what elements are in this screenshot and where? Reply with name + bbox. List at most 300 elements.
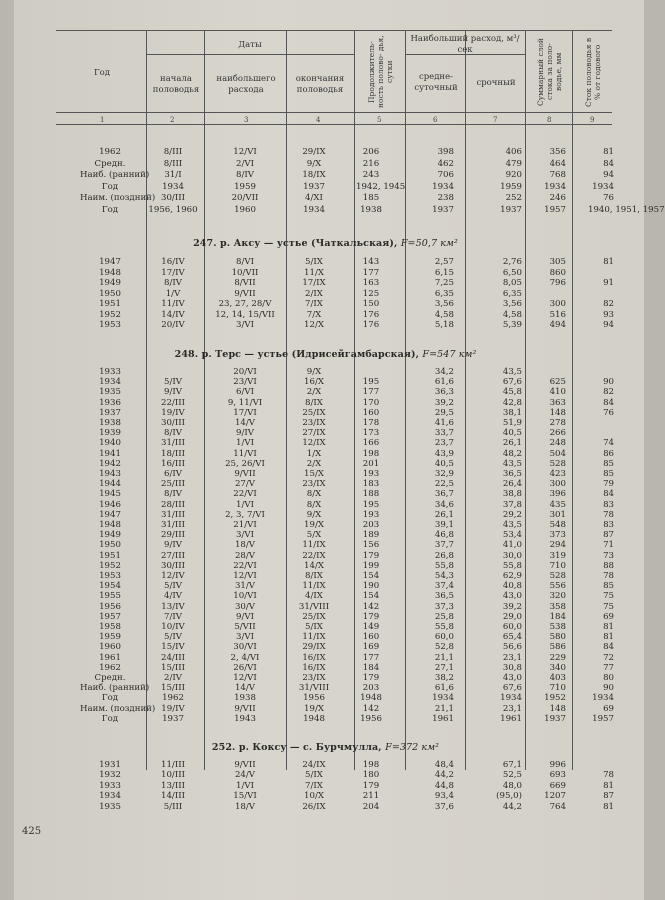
column-number: 1 <box>100 116 105 124</box>
table-cell: 36,5 <box>502 469 522 479</box>
table-cell: 54,3 <box>434 571 454 581</box>
table-cell: 60,0 <box>502 622 522 632</box>
table-cell: Год <box>101 181 119 192</box>
table-cell: 294 <box>549 540 566 551</box>
table-cell: 28/III <box>160 499 185 510</box>
basin-area: F=50,7 км² <box>400 238 458 249</box>
table-cell: 1948 <box>360 693 382 704</box>
table-cell: 1961 <box>500 713 522 724</box>
table-cell: 396 <box>549 489 566 500</box>
table-cell: 216 <box>362 158 380 169</box>
table-row <box>0 170 651 180</box>
table-cell: 920 <box>505 170 522 180</box>
table-cell: 76 <box>603 407 614 418</box>
table-cell: 1959 <box>500 181 522 192</box>
table-cell: 8/X <box>306 499 322 510</box>
table-cell: 55,8 <box>434 560 454 571</box>
table-cell: 179 <box>362 780 380 791</box>
table-cell: 5,39 <box>502 320 522 330</box>
table-cell: 1/VI <box>236 438 254 449</box>
table-cell: 305 <box>549 257 566 267</box>
column-number: 9 <box>590 116 595 124</box>
table-row <box>0 802 651 812</box>
table-cell: 9/VII <box>234 760 256 770</box>
table-cell: 25, 26/VI <box>225 458 265 469</box>
table-cell: 79 <box>603 479 614 490</box>
table-cell: 12, 14, 15/VII <box>215 309 275 320</box>
table-cell: 74 <box>603 438 614 449</box>
table-cell: 44,2 <box>434 770 454 781</box>
top-rule <box>56 30 612 31</box>
table-row <box>0 602 651 612</box>
table-row <box>0 770 651 780</box>
table-cell: 16/IX <box>302 662 326 673</box>
table-cell: 40,5 <box>434 458 454 469</box>
table-cell: 1207 <box>544 791 566 802</box>
table-cell: 5/IV <box>164 581 182 592</box>
table-row <box>0 428 651 438</box>
table-row <box>0 479 651 489</box>
header-layer: Суммарный слой стока за поло- водье, мм <box>535 38 563 106</box>
table-cell: 30/III <box>160 193 185 203</box>
table-cell: 43,5 <box>502 458 522 469</box>
table-cell: 81 <box>603 780 614 791</box>
header-share: Сток половодья в % от годового <box>584 37 602 107</box>
table-row <box>0 489 651 499</box>
table-cell: 18/V <box>234 801 256 812</box>
table-cell: 201 <box>362 458 380 469</box>
table-cell: 1947 <box>99 509 121 520</box>
table-cell: 1/X <box>306 448 322 459</box>
table-cell: 142 <box>362 601 380 612</box>
table-cell: 1933 <box>99 780 121 791</box>
table-row <box>0 289 651 299</box>
table-cell: 1954 <box>99 581 121 592</box>
table-cell: 1948 <box>99 267 121 278</box>
table-cell: 43,5 <box>502 367 522 377</box>
table-cell: 356 <box>549 147 566 157</box>
table-cell: 22/III <box>160 397 185 408</box>
column-number: 7 <box>493 116 498 124</box>
table-cell: 179 <box>362 611 380 622</box>
table-cell: Средн. <box>94 673 126 683</box>
table-cell: 2, 4/VI <box>230 652 260 663</box>
table-cell: 36,7 <box>434 489 454 500</box>
table-cell: 85 <box>603 581 614 592</box>
table-row <box>0 581 651 591</box>
table-cell: 1935 <box>99 387 121 398</box>
table-cell: 11/VI <box>233 448 257 459</box>
table-row <box>0 653 651 663</box>
table-cell: 29,0 <box>502 611 522 622</box>
table-cell: 1953 <box>99 320 121 330</box>
table-cell: 6/VI <box>236 387 254 398</box>
table-cell: 22/IX <box>302 550 326 561</box>
table-cell: 15/X <box>304 469 324 479</box>
table-cell: 1938 <box>360 204 382 215</box>
table-cell: 516 <box>549 309 566 320</box>
table-cell: 1952 <box>99 560 121 571</box>
table-cell: 9/VII <box>234 469 256 479</box>
table-cell: 37,8 <box>502 499 522 510</box>
table-cell: 184 <box>362 662 380 673</box>
table-cell: 1951 <box>99 550 121 561</box>
table-cell: 29/IX <box>302 147 326 157</box>
table-cell: Год <box>101 713 119 724</box>
table-cell: 548 <box>549 520 566 530</box>
table-cell: 14/V <box>234 683 256 694</box>
table-cell: 464 <box>549 158 566 169</box>
table-cell: 94 <box>603 170 614 180</box>
table-cell: 1957 <box>99 611 121 622</box>
table-cell: 71 <box>603 540 614 551</box>
table-cell: 9/X <box>306 509 322 520</box>
table-cell: 76 <box>603 193 614 203</box>
table-cell: 1956 <box>360 713 382 724</box>
table-cell: 5/III <box>163 801 183 812</box>
table-cell: 22/VI <box>233 489 257 500</box>
table-cell: 3/VI <box>236 530 254 541</box>
table-cell: 538 <box>549 622 566 632</box>
table-cell: 183 <box>362 479 380 490</box>
table-cell: 41,0 <box>502 540 522 551</box>
table-cell: 24/IX <box>302 760 326 770</box>
table-cell: 81 <box>603 632 614 643</box>
table-cell: 1942, 1945 <box>356 181 406 192</box>
table-cell: 23,1 <box>502 703 522 714</box>
table-cell: 180 <box>362 770 380 781</box>
table-cell: 23, 27, 28/V <box>218 299 272 309</box>
table-cell: 26,1 <box>434 509 454 520</box>
table-cell: 996 <box>549 760 566 770</box>
table-row <box>0 320 651 330</box>
table-cell: 17/IV <box>161 267 185 278</box>
table-cell: 8/III <box>163 147 183 157</box>
table-cell: 3,56 <box>434 299 454 309</box>
table-cell: 3/VI <box>236 632 254 643</box>
table-cell: 169 <box>362 642 380 653</box>
table-cell: 860 <box>549 267 566 278</box>
table-cell: 710 <box>549 560 566 571</box>
table-cell: 31/V <box>234 581 256 592</box>
table-row <box>0 310 651 320</box>
table-cell: 1952 <box>544 693 566 704</box>
table-cell: 67,6 <box>502 377 522 388</box>
table-cell: 29/IX <box>302 642 326 653</box>
table-cell: 1953 <box>99 571 121 581</box>
table-cell: 1962 <box>99 662 121 673</box>
table-cell: 125 <box>362 288 380 299</box>
table-cell: 43,0 <box>502 591 522 602</box>
table-cell: 179 <box>362 550 380 561</box>
table-cell: 42,8 <box>502 397 522 408</box>
section-title <box>0 238 651 249</box>
table-cell: 4/XI <box>305 193 323 203</box>
table-cell: 1958 <box>99 622 121 632</box>
table-cell: 1939 <box>99 428 121 439</box>
table-cell: Наим. (поздний) <box>80 193 156 203</box>
table-cell: 178 <box>362 418 380 428</box>
basin-area: F=372 км² <box>385 742 440 753</box>
table-cell: 363 <box>549 397 566 408</box>
table-cell: 31/VIII <box>298 601 330 612</box>
table-cell: 12/VI <box>233 571 257 581</box>
table-cell: 198 <box>362 760 380 770</box>
table-cell: 156 <box>362 540 380 551</box>
table-cell: 8/VI <box>236 257 254 267</box>
table-cell: 248 <box>549 438 566 449</box>
table-cell: 84 <box>603 489 614 500</box>
table-cell: 8/VII <box>234 278 256 288</box>
table-cell: 462 <box>437 158 454 169</box>
table-cell: 88 <box>603 560 614 571</box>
table-cell: 2/X <box>306 458 322 469</box>
table-cell: 8/III <box>163 158 183 169</box>
table-cell: 203 <box>362 683 380 694</box>
table-cell: 11/X <box>304 267 324 278</box>
table-cell: 190 <box>362 581 380 592</box>
table-cell: 16/IX <box>302 652 326 663</box>
table-cell: 20/IV <box>161 320 185 330</box>
table-row <box>0 459 651 469</box>
table-cell: 81 <box>603 801 614 812</box>
table-cell: 5/IX <box>305 622 323 632</box>
table-cell: 82 <box>603 387 614 398</box>
table-cell: 163 <box>362 278 380 288</box>
table-row <box>0 438 651 448</box>
table-row <box>0 408 651 418</box>
table-cell: 160 <box>362 632 380 643</box>
table-cell: 1949 <box>99 530 121 541</box>
table-cell: 81 <box>603 147 614 157</box>
basin-area: F=547 км² <box>422 349 477 360</box>
table-row <box>0 278 651 288</box>
table-cell: 48,4 <box>434 760 454 770</box>
table-cell: 36,3 <box>434 387 454 398</box>
table-cell: 31/III <box>160 509 185 520</box>
table-cell: 1937 <box>99 407 121 418</box>
table-cell: 143 <box>362 257 380 267</box>
table-cell: 12/VI <box>233 147 257 157</box>
table-cell: 36,5 <box>434 591 454 602</box>
table-row <box>0 398 651 408</box>
table-cell: 278 <box>549 418 566 428</box>
table-cell: 15/IV <box>161 642 185 653</box>
table-cell: 69 <box>603 611 614 622</box>
table-cell: 528 <box>549 458 566 469</box>
table-row <box>0 204 665 215</box>
table-cell: 1937 <box>500 204 522 215</box>
table-row <box>0 418 651 428</box>
table-cell: 586 <box>549 642 566 653</box>
table-cell: 195 <box>362 377 380 388</box>
table-cell: 19/IV <box>161 703 185 714</box>
table-cell: 177 <box>362 267 380 278</box>
table-cell: 1934 <box>500 693 522 704</box>
table-cell: 1945 <box>99 489 121 500</box>
table-cell: 20/VII <box>231 193 259 203</box>
table-cell: 31/III <box>160 520 185 530</box>
table-row <box>0 387 651 397</box>
table-cell: 4,58 <box>434 309 454 320</box>
table-cell: 1934 <box>432 181 454 192</box>
table-cell: 188 <box>362 489 380 500</box>
table-cell: 1957 <box>544 204 566 215</box>
table-cell: 83 <box>603 499 614 510</box>
table-cell: 206 <box>362 147 380 157</box>
table-cell: 26,4 <box>502 479 522 490</box>
table-cell: 24/III <box>160 652 185 663</box>
table-row <box>0 268 651 278</box>
table-cell: 166 <box>362 438 380 449</box>
table-cell: 12/X <box>304 320 324 330</box>
table-cell: 5/IX <box>305 770 323 781</box>
table-cell: 5/VII <box>234 622 256 632</box>
table-cell: 12/VI <box>233 673 257 683</box>
table-cell: 211 <box>362 791 380 802</box>
section-title <box>0 349 651 360</box>
table-cell: 7/IX <box>305 780 323 791</box>
table-cell: 150 <box>362 299 380 309</box>
table-row <box>0 683 651 693</box>
column-number: 8 <box>547 116 552 124</box>
table-cell: 1952 <box>99 309 121 320</box>
table-cell: 22/VI <box>233 560 257 571</box>
table-cell: 2/X <box>306 387 322 398</box>
table-cell: 238 <box>437 193 454 203</box>
table-cell: 48,2 <box>502 448 522 459</box>
table-cell: Наиб. (ранний) <box>80 170 150 180</box>
table-cell: 1948 <box>99 520 121 530</box>
table-cell: 33,7 <box>434 428 454 439</box>
table-cell: 23/IX <box>302 479 326 490</box>
table-cell: 65,4 <box>502 632 522 643</box>
table-cell: 67,1 <box>502 760 522 770</box>
table-cell: 1937 <box>432 204 454 215</box>
table-cell: 14/IV <box>161 309 185 320</box>
table-row <box>0 622 651 632</box>
table-cell: 10/VII <box>231 267 259 278</box>
table-cell: 30/III <box>160 418 185 428</box>
header-layer-cell <box>527 34 571 110</box>
table-cell: 193 <box>362 509 380 520</box>
table-cell: 148 <box>549 703 566 714</box>
table-cell: 1948 <box>303 713 325 724</box>
table-cell: 81 <box>603 622 614 632</box>
table-cell: 1946 <box>99 499 121 510</box>
table-cell: 27,1 <box>434 662 454 673</box>
table-row <box>0 693 651 703</box>
table-row <box>0 469 651 479</box>
header-bottom-rule <box>56 112 612 113</box>
table-cell: 300 <box>549 479 566 490</box>
table-cell: 43,0 <box>502 673 522 683</box>
table-cell: 87 <box>603 530 614 541</box>
column-number: 2 <box>170 116 175 124</box>
table-cell: 19/IV <box>161 407 185 418</box>
table-cell: 177 <box>362 387 380 398</box>
table-cell: 91 <box>603 278 614 288</box>
table-row <box>0 673 651 683</box>
table-cell: 1937 <box>162 713 184 724</box>
table-cell: 90 <box>603 377 614 388</box>
table-cell: 93 <box>603 309 614 320</box>
table-cell: 7,25 <box>434 278 454 288</box>
table-cell: 403 <box>549 673 566 683</box>
table-cell: 1938 <box>234 693 256 704</box>
table-cell: 300 <box>549 299 566 309</box>
table-cell: 80 <box>603 673 614 683</box>
table-cell: 796 <box>549 278 566 288</box>
table-cell: 528 <box>549 571 566 581</box>
table-cell: 2/IX <box>305 288 323 299</box>
table-cell: 504 <box>549 448 566 459</box>
table-cell: 53,4 <box>502 530 522 541</box>
table-row <box>0 147 651 157</box>
table-cell: 9/IV <box>164 387 182 398</box>
table-cell: 23/VI <box>233 377 257 388</box>
table-cell: 8/IX <box>305 397 323 408</box>
table-cell: 8/IV <box>164 489 182 500</box>
table-cell: 15/VI <box>233 791 257 802</box>
table-cell: 52,8 <box>434 642 454 653</box>
table-cell: 78 <box>603 571 614 581</box>
table-cell: 2,76 <box>502 257 522 267</box>
table-cell: 20/VI <box>233 367 257 377</box>
table-cell: 25/III <box>160 479 185 490</box>
table-cell: 37,3 <box>434 601 454 612</box>
table-cell: 23,1 <box>502 652 522 663</box>
table-cell: 19/X <box>304 703 324 714</box>
table-cell: 19/X <box>304 520 324 530</box>
page-number: 425 <box>22 826 42 837</box>
table-cell: 494 <box>549 320 566 330</box>
table-cell: 764 <box>549 801 566 812</box>
table-cell: 30/VI <box>233 642 257 653</box>
table-cell: 6,35 <box>502 288 522 299</box>
table-cell: 38,1 <box>502 407 522 418</box>
table-cell: 266 <box>549 428 566 439</box>
table-cell: 25,8 <box>434 611 454 622</box>
column-number: 6 <box>433 116 438 124</box>
table-cell: 398 <box>437 147 454 157</box>
table-cell: 669 <box>549 780 566 791</box>
table-cell: 5/IX <box>305 257 323 267</box>
table-cell: 1961 <box>99 652 121 663</box>
table-cell: 40,5 <box>502 428 522 439</box>
table-cell: 78 <box>603 770 614 781</box>
table-cell: 10/IV <box>161 622 185 632</box>
table-cell: 2, 3, 7/VI <box>225 509 265 520</box>
table-cell: 15/III <box>160 683 185 694</box>
table-cell: 1950 <box>99 540 121 551</box>
table-cell: 26,8 <box>434 550 454 561</box>
table-cell: 9, 11/VI <box>227 397 263 408</box>
table-cell: 7/X <box>306 309 322 320</box>
table-row <box>0 551 651 561</box>
table-cell: 83 <box>603 520 614 530</box>
table-cell: 87 <box>603 791 614 802</box>
table-cell: 37,6 <box>434 801 454 812</box>
table-cell: 252 <box>505 193 522 203</box>
table-cell: 1934 <box>99 791 121 802</box>
table-cell: (95,0) <box>496 791 522 802</box>
table-cell: 38,8 <box>502 489 522 500</box>
table-row <box>0 530 651 540</box>
table-cell: 22,5 <box>434 479 454 490</box>
table-cell: 7/IV <box>164 611 182 622</box>
table-cell: 373 <box>549 530 566 541</box>
